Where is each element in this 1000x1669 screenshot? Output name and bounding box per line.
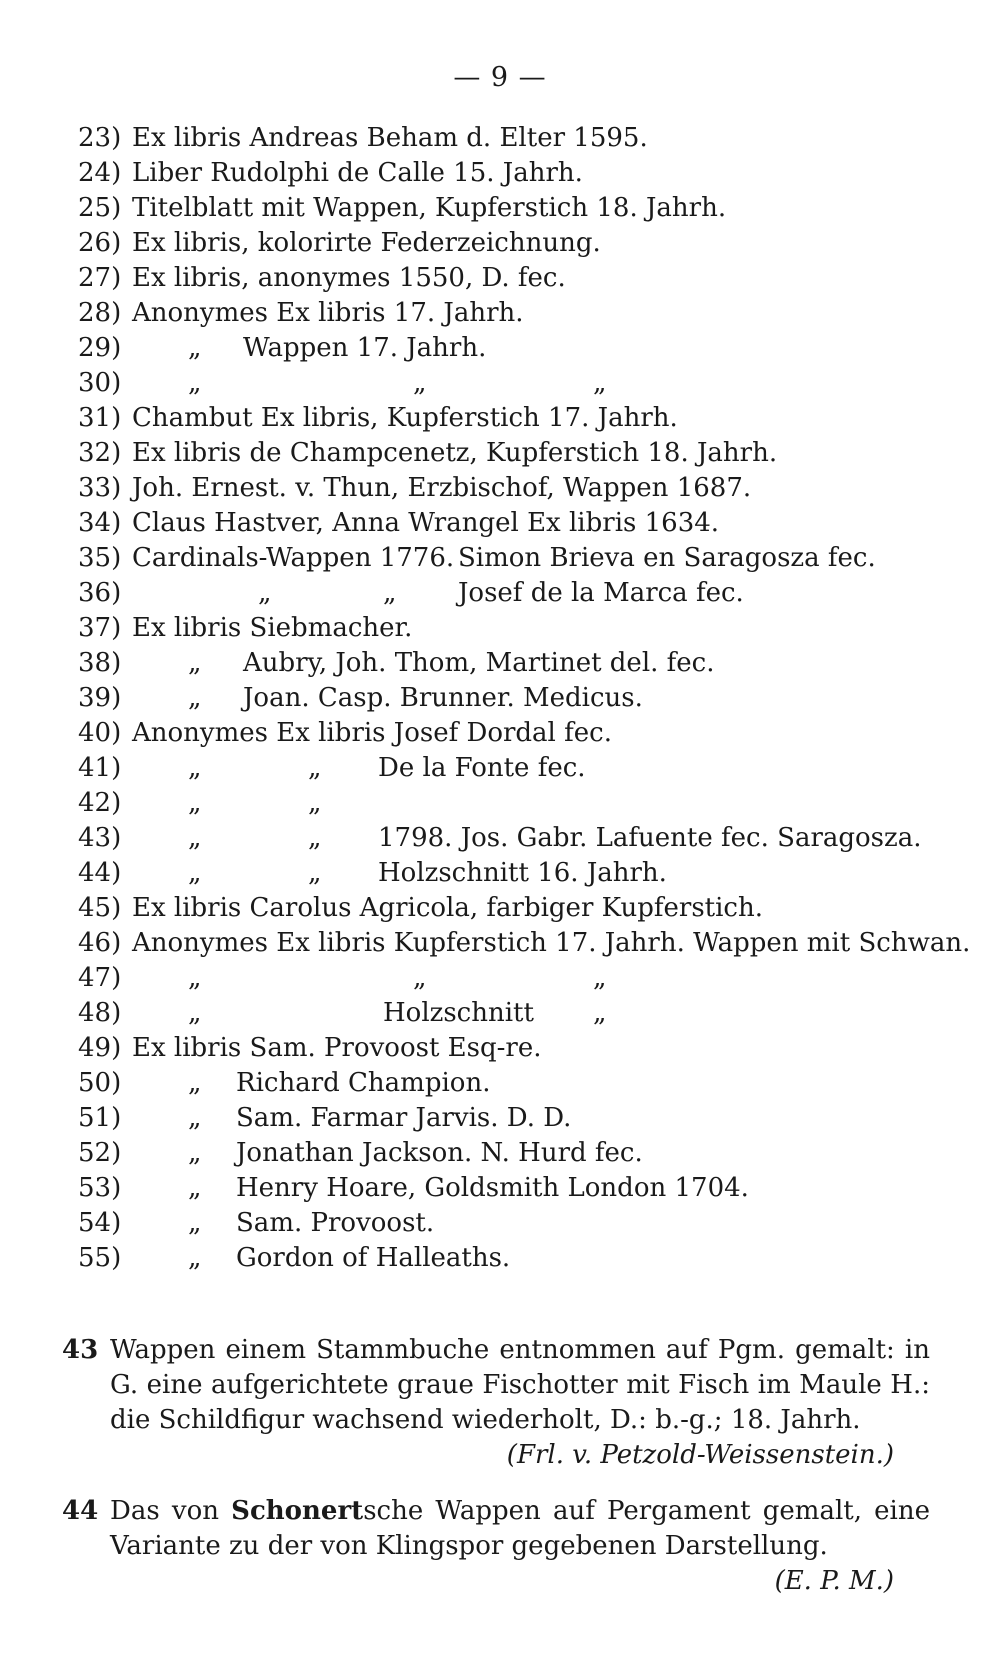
- ditto-mark: „: [188, 333, 202, 363]
- entry-text: Wappen einem Stammbuche entnommen auf Pgm. gemalt: in G. eine aufgerichtete graue Fischotter mit Fisch im Maule H.: die Schildfigur wachsend wiederholt, D.: b.-g.; 18. Jahrh.: [110, 1335, 930, 1435]
- item-number: 44): [78, 858, 122, 888]
- item-text: Ex libris Siebmacher.: [132, 613, 413, 643]
- entry-44: [62, 1494, 930, 1599]
- ditto-mark: „: [593, 963, 607, 993]
- ditto-mark: „: [258, 578, 272, 608]
- item-text: Richard Champion.: [236, 1068, 491, 1098]
- ditto-mark: „: [413, 963, 427, 993]
- list-item: [78, 856, 958, 891]
- ditto-mark: „: [188, 1103, 202, 1133]
- item-text: Wappen 17. Jahrh.: [243, 333, 487, 363]
- item-number: 48): [78, 998, 122, 1028]
- item-number: 51): [78, 1103, 122, 1133]
- ditto-mark: „: [413, 368, 427, 398]
- entry-number: 44: [62, 1496, 99, 1526]
- item-number: 30): [78, 368, 122, 398]
- list-item: [78, 786, 958, 821]
- item-number: 54): [78, 1208, 122, 1238]
- item-text: Ex libris de Champcenetz, Kupferstich 18. Jahrh.: [132, 438, 778, 468]
- item-number: 31): [78, 403, 122, 433]
- item-text: Holzschnitt 16. Jahrh.: [378, 858, 667, 888]
- item-number: 45): [78, 893, 122, 923]
- item-number: 29): [78, 333, 122, 363]
- item-number: 24): [78, 158, 122, 188]
- item-text: Anonymes Ex libris Josef Dordal fec.: [132, 718, 612, 748]
- ditto-mark: „: [188, 1208, 202, 1238]
- item-number: 33): [78, 473, 122, 503]
- item-number: 49): [78, 1033, 122, 1063]
- ditto-mark: „: [188, 753, 202, 783]
- list-item: [78, 576, 958, 611]
- item-text: Henry Hoare, Goldsmith London 1704.: [236, 1173, 749, 1203]
- ditto-mark: „: [188, 648, 202, 678]
- list-item: [78, 961, 958, 996]
- list-item: [78, 751, 958, 786]
- ditto-mark: „: [188, 858, 202, 888]
- list-item: [78, 1031, 958, 1066]
- item-text: Joan. Casp. Brunner. Medicus.: [243, 683, 643, 713]
- item-text: Holzschnitt: [383, 998, 534, 1028]
- item-number: 42): [78, 788, 122, 818]
- list-item: [78, 891, 958, 926]
- item-number: 38): [78, 648, 122, 678]
- item-number: 39): [78, 683, 122, 713]
- item-number: 37): [78, 613, 122, 643]
- list-item: [78, 1241, 958, 1276]
- ditto-mark: „: [308, 753, 322, 783]
- item-text: Joh. Ernest. v. Thun, Erzbischof, Wappen 1687.: [132, 473, 752, 503]
- item-number: 26): [78, 228, 122, 258]
- list-item: [78, 156, 958, 191]
- list-item: [78, 611, 958, 646]
- item-number: 50): [78, 1068, 122, 1098]
- ditto-mark: „: [188, 1068, 202, 1098]
- list-item: [78, 1101, 958, 1136]
- item-number: 27): [78, 263, 122, 293]
- ditto-mark: „: [188, 1243, 202, 1273]
- item-number: 32): [78, 438, 122, 468]
- ditto-mark: „: [593, 368, 607, 398]
- item-number: 34): [78, 508, 122, 538]
- item-number: 41): [78, 753, 122, 783]
- entry-source: (E. P. M.): [774, 1566, 894, 1596]
- item-text: Anonymes Ex libris Kupferstich 17. Jahrh. Wappen mit Schwan.: [132, 928, 971, 958]
- list-item: [78, 996, 958, 1031]
- item-text: Claus Hastver, Anna Wrangel Ex libris 1634.: [132, 508, 720, 538]
- entry-text-before: Das von: [110, 1496, 219, 1526]
- ditto-mark: „: [308, 788, 322, 818]
- item-text: De la Fonte fec.: [378, 753, 586, 783]
- item-text: Ex libris, kolorirte Federzeichnung.: [132, 228, 601, 258]
- item-text: Ex libris Sam. Provoost Esq-re.: [132, 1033, 542, 1063]
- item-number: 25): [78, 193, 122, 223]
- list-item: [78, 261, 958, 296]
- item-text: Chambut Ex libris, Kupferstich 17. Jahrh.: [132, 403, 678, 433]
- item-text: Josef de la Marca fec.: [458, 578, 744, 608]
- list-item: [78, 926, 971, 961]
- ditto-mark: „: [188, 788, 202, 818]
- item-number: 47): [78, 963, 122, 993]
- item-number: 36): [78, 578, 122, 608]
- entry-43: [62, 1333, 930, 1473]
- item-text: Ex libris Carolus Agricola, farbiger Kupferstich.: [132, 893, 763, 923]
- ditto-mark: „: [308, 858, 322, 888]
- ditto-mark: „: [188, 368, 202, 398]
- entry-source: (Frl. v. Petzold-Weissenstein.): [506, 1440, 894, 1470]
- page-number: — 9 —: [453, 62, 547, 93]
- item-text: Anonymes Ex libris 17. Jahrh.: [132, 298, 524, 328]
- ditto-mark: „: [188, 963, 202, 993]
- list-item: [78, 471, 958, 506]
- list-item: [78, 681, 958, 716]
- item-number: 46): [78, 928, 122, 958]
- item-number: 53): [78, 1173, 122, 1203]
- list-item: [78, 1136, 958, 1171]
- list-item: [78, 366, 958, 401]
- item-text: Titelblatt mit Wappen, Kupferstich 18. Jahrh.: [132, 193, 727, 223]
- list-item: [78, 226, 958, 261]
- ditto-mark: „: [188, 1138, 202, 1168]
- list-item: [78, 646, 958, 681]
- item-text: 1798. Jos. Gabr. Lafuente fec. Saragosza.: [378, 823, 922, 853]
- ditto-mark: „: [383, 578, 397, 608]
- item-text: Liber Rudolphi de Calle 15. Jahrh.: [132, 158, 583, 188]
- list-item: [78, 716, 958, 751]
- list-item: [78, 541, 958, 576]
- entry-name: Schonert: [231, 1496, 364, 1526]
- entry-text-after: sche Wappen auf Pergament gemalt, eine Variante zu der von Klingspor gegebenen Darstellung.: [110, 1496, 930, 1561]
- list-item: [78, 1066, 958, 1101]
- list-item: [78, 121, 958, 156]
- list-item: [78, 296, 958, 331]
- ditto-mark: „: [188, 683, 202, 713]
- ditto-mark: „: [188, 823, 202, 853]
- item-number: 40): [78, 718, 122, 748]
- item-text: Sam. Farmar Jarvis. D. D.: [236, 1103, 572, 1133]
- entry-text: [110, 1494, 930, 1564]
- item-number: 55): [78, 1243, 122, 1273]
- item-text: Aubry, Joh. Thom, Martinet del. fec.: [243, 648, 715, 678]
- item-text: Cardinals-Wappen 1776.: [132, 543, 455, 573]
- item-text: Ex libris Andreas Beham d. Elter 1595.: [132, 123, 648, 153]
- list-item: [78, 1171, 958, 1206]
- item-number: 23): [78, 123, 122, 153]
- list-item: [78, 331, 958, 366]
- item-text: Jonathan Jackson. N. Hurd fec.: [236, 1138, 643, 1168]
- ditto-mark: „: [188, 1173, 202, 1203]
- item-text: Gordon of Halleaths.: [236, 1243, 511, 1273]
- item-text: Ex libris, anonymes 1550, D. fec.: [132, 263, 566, 293]
- ditto-mark: „: [308, 823, 322, 853]
- list-item: [78, 506, 958, 541]
- item-number: 52): [78, 1138, 122, 1168]
- entry-number: 43: [62, 1335, 99, 1365]
- list-item: [78, 821, 958, 856]
- list-item: [78, 1206, 958, 1241]
- ditto-mark: „: [593, 998, 607, 1028]
- list-item: [78, 436, 958, 471]
- item-number: 43): [78, 823, 122, 853]
- item-text: Simon Brieva en Saragosza fec.: [458, 543, 876, 573]
- ditto-mark: „: [188, 998, 202, 1028]
- item-list: [78, 121, 971, 1276]
- list-item: [78, 191, 958, 226]
- item-number: 28): [78, 298, 122, 328]
- item-number: 35): [78, 543, 122, 573]
- item-text: Sam. Provoost.: [236, 1208, 435, 1238]
- list-item: [78, 401, 958, 436]
